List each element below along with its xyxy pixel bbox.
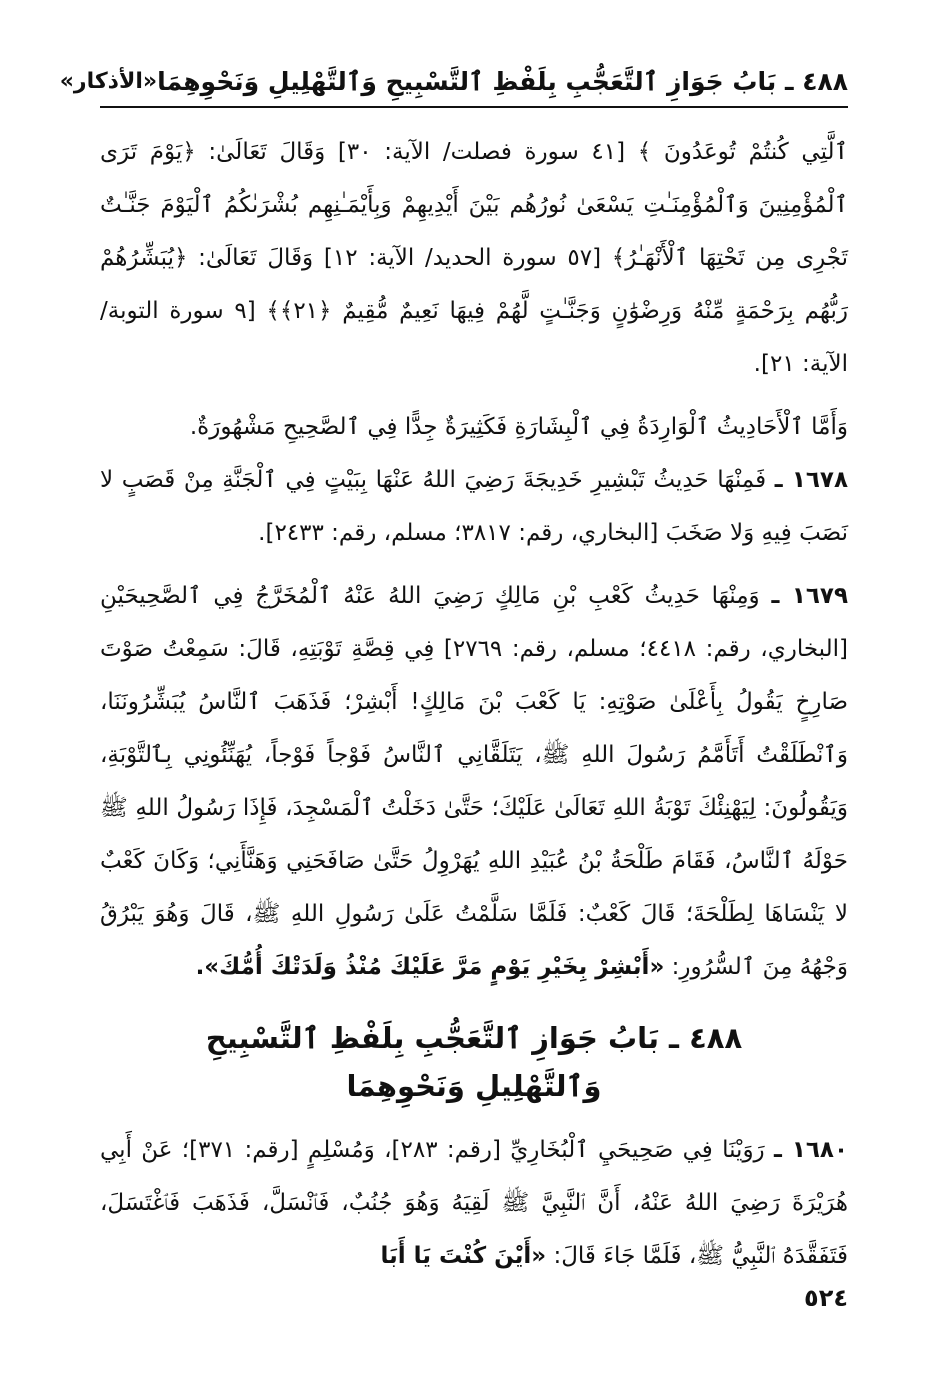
header-divider [100, 106, 848, 108]
hadith-number: ١٦٨٠ ـ [773, 1137, 849, 1163]
chapter-heading-line-2: وَٱلتَّهْلِيلِ وَنَحْوِهِمَا [346, 1069, 602, 1103]
prophet-quote: «أَبْشِرْ بِخَيْرِ يَوْمٍ مَرَّ عَلَيْكَ مُنْذُ وَلَدَتْكَ أُمُّكَ». [195, 954, 665, 980]
page-body [100, 126, 848, 1283]
hadith-text: فَمِنْهَا حَدِيثُ تَبْشِيرِ خَدِيجَةَ رَضِيَ اللهُ عَنْهَا بِبَيْتٍ فِي ٱلْجَنَّةِ مِنْ قَصَبٍ لا نَصَبَ فِيهِ وَلا صَخَبَ [البخاري، رقم: ٣٨١٧؛ مسلم، رقم: ٢٤٣٣]. [100, 467, 848, 546]
page-number: ٥٢٤ [804, 1284, 848, 1312]
hadith-intro-paragraph [100, 401, 848, 454]
paragraph-text: ٱلَّتِي كُنتُمْ تُوعَدُونَ ﴾ [٤١ سورة فصلت/ الآية: ٣٠] وَقَالَ تَعَالَىٰ: ﴿يَوْمَ تَرَى ٱلْمُؤْمِنِينَ وَٱلْمُؤْمِنَـٰتِ يَسْعَىٰ نُورُهُم بَيْنَ أَيْدِيهِمْ وَبِأَيْمَـٰنِهِم بُشْرَىٰكُمُ ٱلْيَوْمَ جَنَّـٰتٌ تَجْرِى مِن تَحْتِهَا ٱلْأَنْهَـٰرُ﴾ [٥٧ سورة الحديد/ الآية: ١٢] وَقَالَ تَعَالَىٰ: ﴿يُبَشِّرُهُمْ رَبُّهُم بِرَحْمَةٍ مِّنْهُ وَرِضْوَٰنٍ وَجَنَّـٰتٍ لَّهُمْ فِيهَا نَعِيمٌ مُّقِيمٌ ﴿٢١﴾﴾ [٩ سورة التوبة/ الآية: ٢١]. [100, 139, 849, 377]
hadith-number: ١٦٧٨ ـ [774, 467, 848, 493]
running-header [59, 58, 848, 104]
quran-citations-paragraph [100, 126, 848, 391]
chapter-heading [100, 1014, 848, 1110]
prophet-quote: «أَيْنَ كُنْتَ يَا أَبَا [380, 1243, 547, 1269]
hadith-text: وَمِنْهَا حَدِيثُ كَعْبِ بْنِ مَالِكٍ رَضِيَ اللهُ عَنْهُ ٱلْمُخَرَّجُ فِي ٱلصَّحِيحَيْنِ [البخاري، رقم: ٤٤١٨؛ مسلم، رقم: ٢٧٦٩] فِي قِصَّةِ تَوْبَتِهِ، قَالَ: سَمِعْتُ صَوْتَ صَارِخٍ يَقُولُ بِأَعْلَىٰ صَوْتِهِ: يَا كَعْبَ بْنَ مَالِكٍ! أَبْشِرْ؛ فَذَهَبَ ٱلنَّاسُ يُبَشِّرُونَنَا، وَٱنْطَلَقْتُ أَتَأَمَّمُ رَسُولَ اللهِ ﷺ، يَتَلَقَّانِي ٱلنَّاسُ فَوْجاً فَوْجاً، يُهَنِّئُونِي بِٱلتَّوْبَةِ، وَيَقُولُونَ: لِيَهْنِئْكَ تَوْبَةُ اللهِ تَعَالَىٰ عَلَيْكَ؛ حَتَّىٰ دَخَلْتُ ٱلْمَسْجِدَ، فَإِذَا رَسُولُ اللهِ ﷺ حَوْلَهُ ٱلنَّاسُ، فَقَامَ طَلْحَةُ بْنُ عُبَيْدِ اللهِ يُهَرْوِلُ حَتَّىٰ صَافَحَنِي وَهَنَّأَنِي؛ وَكَانَ كَعْبٌ لا يَنْسَاهَا لِطَلْحَةَ؛ قَالَ كَعْبٌ: فَلَمَّا سَلَّمْتُ عَلَىٰ رَسُولِ اللهِ ﷺ، قَالَ وَهُوَ يَبْرُقُ وَجْهُهُ مِنَ ٱلسُّرُورِ: [100, 583, 848, 980]
hadith-1678 [100, 454, 848, 560]
hadith-1679 [100, 570, 848, 994]
paragraph-text: وَأَمَّا ٱلْأَحَادِيثُ ٱلْوَارِدَةُ فِي ٱلْبِشَارَةِ فَكَثِيرَةٌ جِدًّا فِي ٱلصَّحِيحِ مَشْهُورَةٌ. [189, 414, 848, 440]
book-page [59, 40, 849, 1360]
hadith-1680 [100, 1124, 848, 1283]
book-title: «الأذكار» [59, 68, 158, 94]
chapter-heading-line-1: ٤٨٨ ـ بَابُ جَوَازِ ٱلتَّعَجُّبِ بِلَفْظِ ٱلتَّسْبِيحِ [205, 1021, 743, 1055]
hadith-text: رَوَيْنَا فِي صَحِيحَيِ ٱلْبُخَارِيِّ [رقم: ٢٨٣]، وَمُسْلِمٍ [رقم: ٣٧١]؛ عَنْ أَبِي هُرَيْرَةَ رَضِيَ اللهُ عَنْهُ، أَنَّ ٱلنَّبِيَّ ﷺ لَقِيَهُ وَهُوَ جُنُبٌ، فَٱنْسَلَّ، فَذَهَبَ فَٱغْتَسَلَ، فَتَفَقَّدَهُ ٱلنَّبِيُّ ﷺ، فَلَمَّا جَاءَ قَالَ: [100, 1137, 848, 1269]
running-title: ٤٨٨ ـ بَابُ جَوَازِ ٱلتَّعَجُّبِ بِلَفْظِ ٱلتَّسْبِيحِ وَٱلتَّهْلِيلِ وَنَحْوِهِمَا [157, 66, 848, 96]
hadith-number: ١٦٧٩ ـ [771, 583, 848, 609]
